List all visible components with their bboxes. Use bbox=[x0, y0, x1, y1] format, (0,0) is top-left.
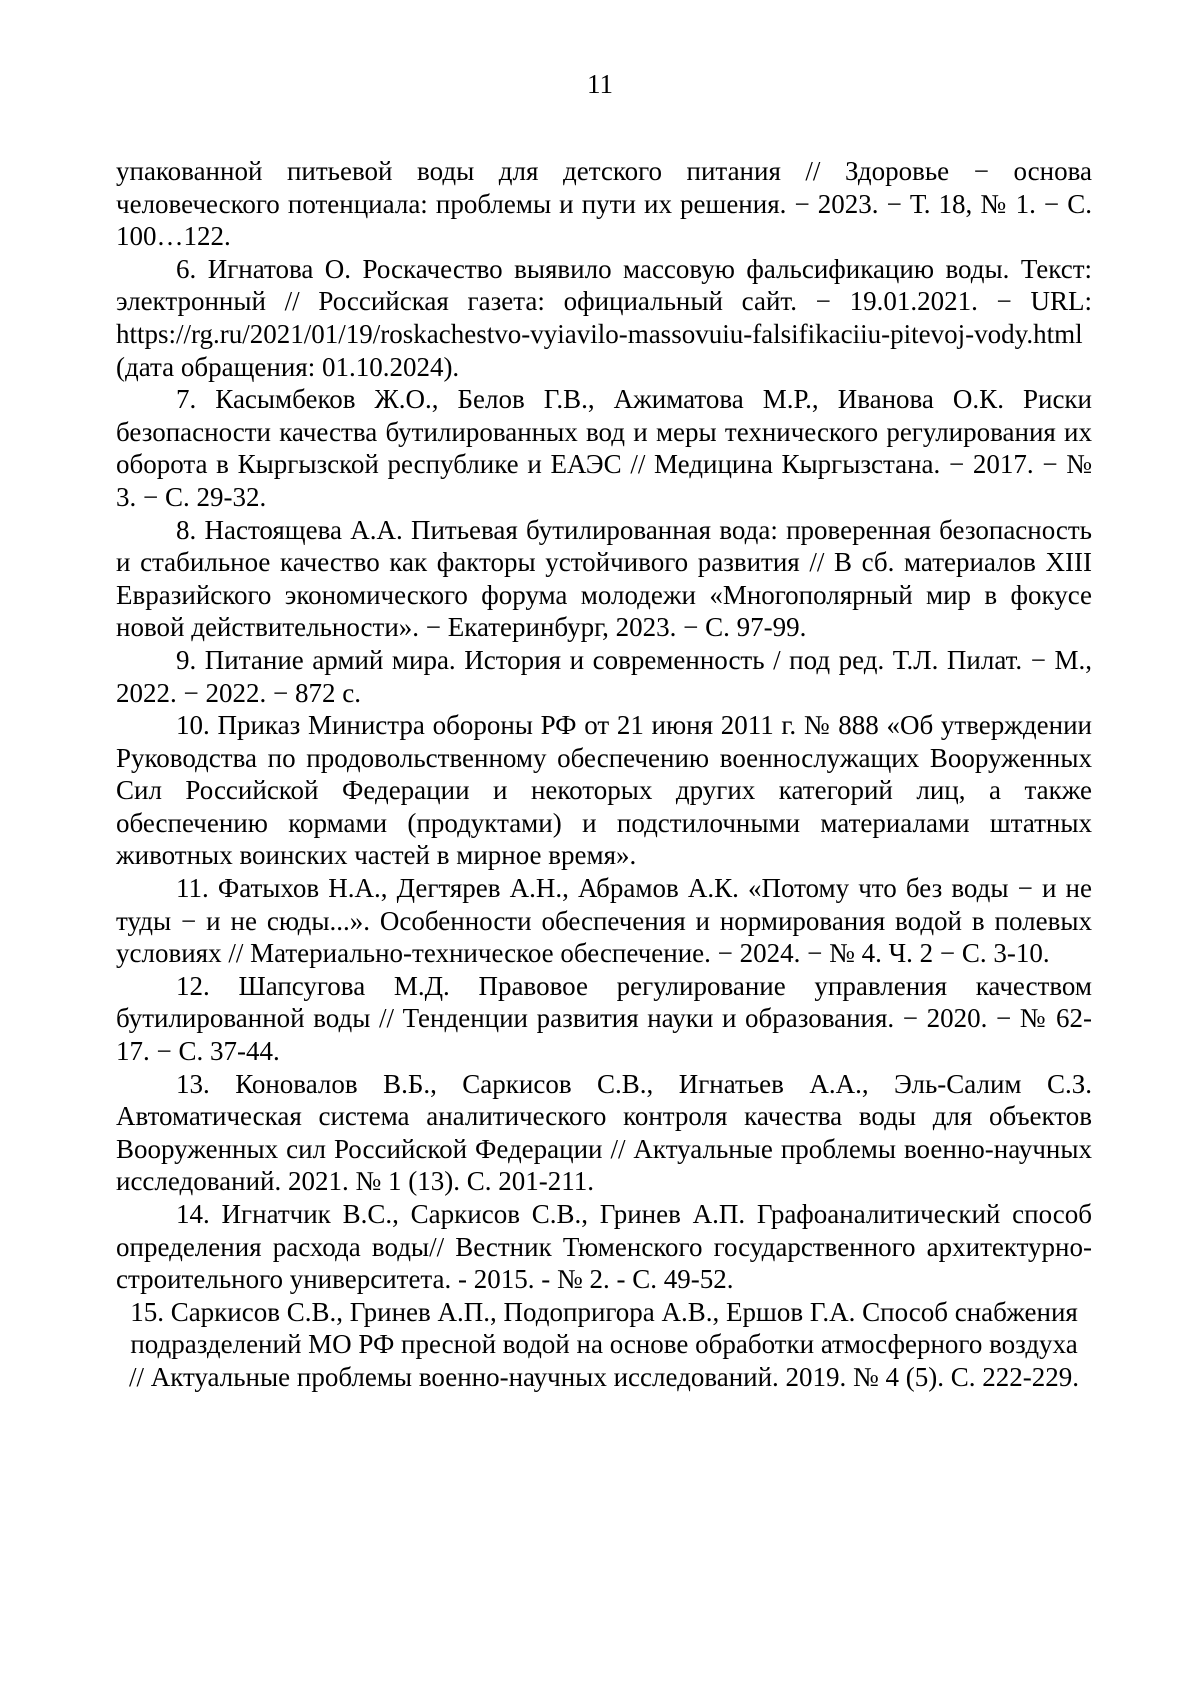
reference-item-11: 11. Фатыхов Н.А., Дегтярев А.Н., Абрамов А.К. «Потому что без воды − и не туды − и не сюды...». Особенности обеспечения и нормирования водой в полевых условиях // Материально-техническое обеспечение. − 2024. − № 4. Ч. 2 − С. 3-10. bbox=[116, 873, 1092, 969]
reference-list bbox=[116, 155, 1092, 1394]
reference-item-9: 9. Питание армий мира. История и современность / под ред. Т.Л. Пилат. − М., 2022. − 2022. − 872 с. bbox=[116, 644, 1092, 708]
reference-item-8: 8. Настоящева А.А. Питьевая бутилированная вода: проверенная безопасность и стабильное качество как факторы устойчивого развития // В сб. материалов XIII Евразийского экономического форума молодежи «Многополярный мир в фокусе новой действительности». − Екатеринбург, 2023. − С. 97-99. bbox=[116, 514, 1092, 643]
reference-item-7: 7. Касымбеков Ж.О., Белов Г.В., Ажиматова М.Р., Иванова О.К. Риски безопасности качества бутилированных вод и меры технического регулирования их оборота в Кыргызской республике и ЕАЭС // Медицина Кыргызстана. − 2017. − № 3. − С. 29-32. bbox=[116, 384, 1092, 512]
reference-item-6: 6. Игнатова О. Роскачество выявило массовую фальсификацию воды. Текст: электронный // Российская газета: официальный сайт. − 19.01.2021. − URL: https://rg.ru/2021/01/19/roskachestvo-vyiavilo-massovuiu-falsifikaciiu-pitevoj-vody.html (дата обращения: 01.10.2024). bbox=[116, 253, 1092, 382]
reference-item-continued: упакованной питьевой воды для детского питания // Здоровье − основа человеческого потенциала: проблемы и пути их решения. − 2023. − Т. 18, № 1. − С. 100…122. bbox=[116, 156, 1092, 252]
reference-item-13: 13. Коновалов В.Б., Саркисов С.В., Игнатьев А.А., Эль-Салим С.З. Автоматическая система аналитического контроля качества воды для объектов Вооруженных сил Российской Федерации // Актуальные проблемы военно-научных исследований. 2021. № 1 (13). С. 201-211. bbox=[116, 1068, 1092, 1197]
page-number: 11 bbox=[587, 69, 613, 99]
reference-item-12: 12. Шапсугова М.Д. Правовое регулирование управления качеством бутилированной воды // Тенденции развития науки и образования. − 2020. − № 62-17. − С. 37-44. bbox=[116, 970, 1092, 1067]
reference-item-10: 10. Приказ Министра обороны РФ от 21 июня 2011 г. № 888 «Об утверждении Руководства по продовольственному обеспечению военнослужащих Вооруженных Сил Российской Федерации и некоторых других категорий лиц, а также обеспечению кормами (продуктами) и подстилочными материалами штатных животных воинских частей в мирное время». bbox=[116, 710, 1092, 871]
reference-item-14: 14. Игнатчик В.С., Саркисов С.В., Гринев А.П. Графоаналитический способ определения расхода воды// Вестник Тюменского государственного архитектурно-строительного университета. - 2015. - № 2. - С. 49-52. bbox=[116, 1199, 1092, 1295]
reference-item-15: 15. Саркисов С.В., Гринев А.П., Подопригора А.В., Ершов Г.А. Способ снабжения подразделений МО РФ пресной водой на основе обработки атмосферного воздуха // Актуальные проблемы военно-научных исследований. 2019. № 4 (5). С. 222-229. bbox=[128, 1296, 1080, 1392]
